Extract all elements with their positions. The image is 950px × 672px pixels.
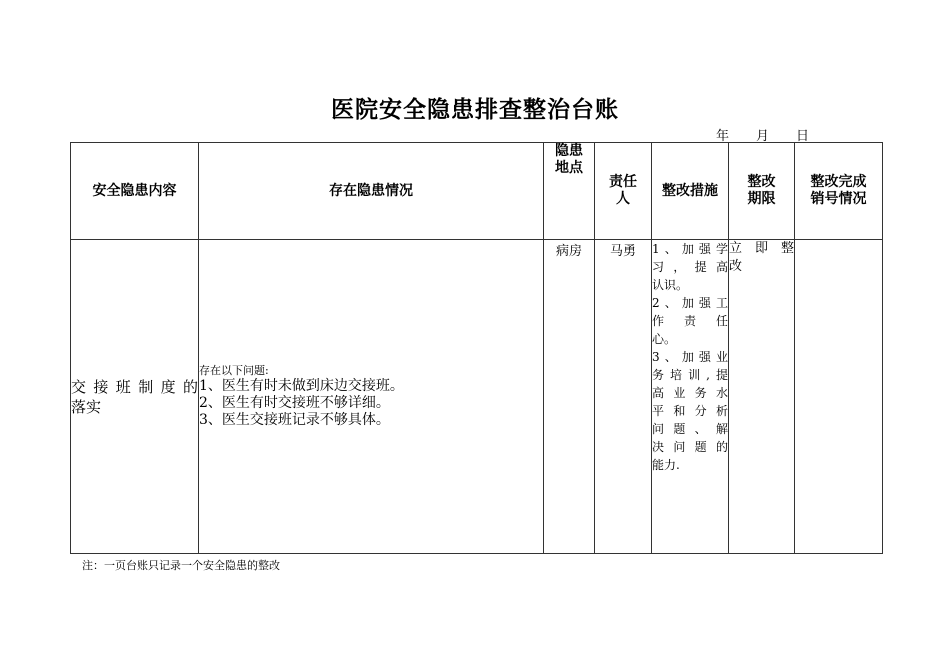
measure-line: 能力. [652,458,680,472]
date-month-label: 月 [756,129,770,144]
cell-hazard-content [71,240,199,554]
measure-line: 作 责 任 [652,314,728,328]
measure-line: 心。 [652,332,677,346]
header-rectification-measures: 整改措施 [652,143,729,240]
measure-line: 高业务水 [652,386,728,400]
table-header-row [71,143,883,240]
measure-line: 务培训,提 [652,368,728,382]
header-deadline-line: 整改 [747,174,776,190]
ledger-table [70,142,883,554]
header-responsible-person-line: 责任 [609,174,637,190]
header-hazard-location [544,143,595,240]
header-responsible-person [595,143,652,240]
header-completion-line: 整改完成 [810,174,867,190]
measure-line: 决问题的 [652,440,728,454]
table-row [71,240,883,554]
cell-hazard-situation [199,240,544,554]
measure-line: 平和分析 [652,404,728,418]
header-hazard-location-line: 地点 [555,160,583,176]
date-year-label: 年 [716,129,730,144]
hazard-content-line: 落实 [71,397,102,416]
measure-line: 1、加强学 [652,242,728,256]
cell-rectification-measures [652,240,729,554]
measure-line: 认识。 [652,278,689,292]
cell-hazard-location: 病房 [544,240,595,554]
header-responsible-person-line: 人 [616,191,630,207]
header-hazard-content: 安全隐患内容 [71,143,199,240]
cell-completion-status [795,240,883,554]
measure-line: 习，提高 [652,260,728,274]
situation-intro: 存在以下问题: [199,364,269,377]
cell-responsible-person: 马勇 [595,240,652,554]
measure-line: 2、加强工 [652,296,728,310]
situation-list [199,378,543,429]
footnote: 注：一页台账只记录一个安全隐患的整改 [82,559,280,572]
list-item: 1、医生有时未做到床边交接班。 [199,378,404,394]
hazard-content-line: 交接班制度的 [71,377,198,396]
list-item: 2、医生有时交接班不够详细。 [199,395,390,411]
deadline-line: 改 [729,259,743,274]
header-deadline-line: 期限 [747,191,776,207]
header-hazard-location-line: 隐患 [555,143,583,159]
header-rectification-deadline [729,143,795,240]
cell-rectification-deadline [729,240,795,554]
measure-line: 问题、解 [652,422,728,436]
date-day-label: 日 [796,129,810,144]
header-completion-line: 销号情况 [810,191,867,207]
deadline-line: 立即整 [729,241,794,256]
list-item: 3、医生交接班记录不够具体。 [199,412,390,428]
measure-line: 3、加强业 [652,350,728,364]
header-completion-status [795,143,883,240]
page-title: 医院安全隐患排查整治台账 [331,96,619,123]
header-hazard-situation: 存在隐患情况 [199,143,544,240]
